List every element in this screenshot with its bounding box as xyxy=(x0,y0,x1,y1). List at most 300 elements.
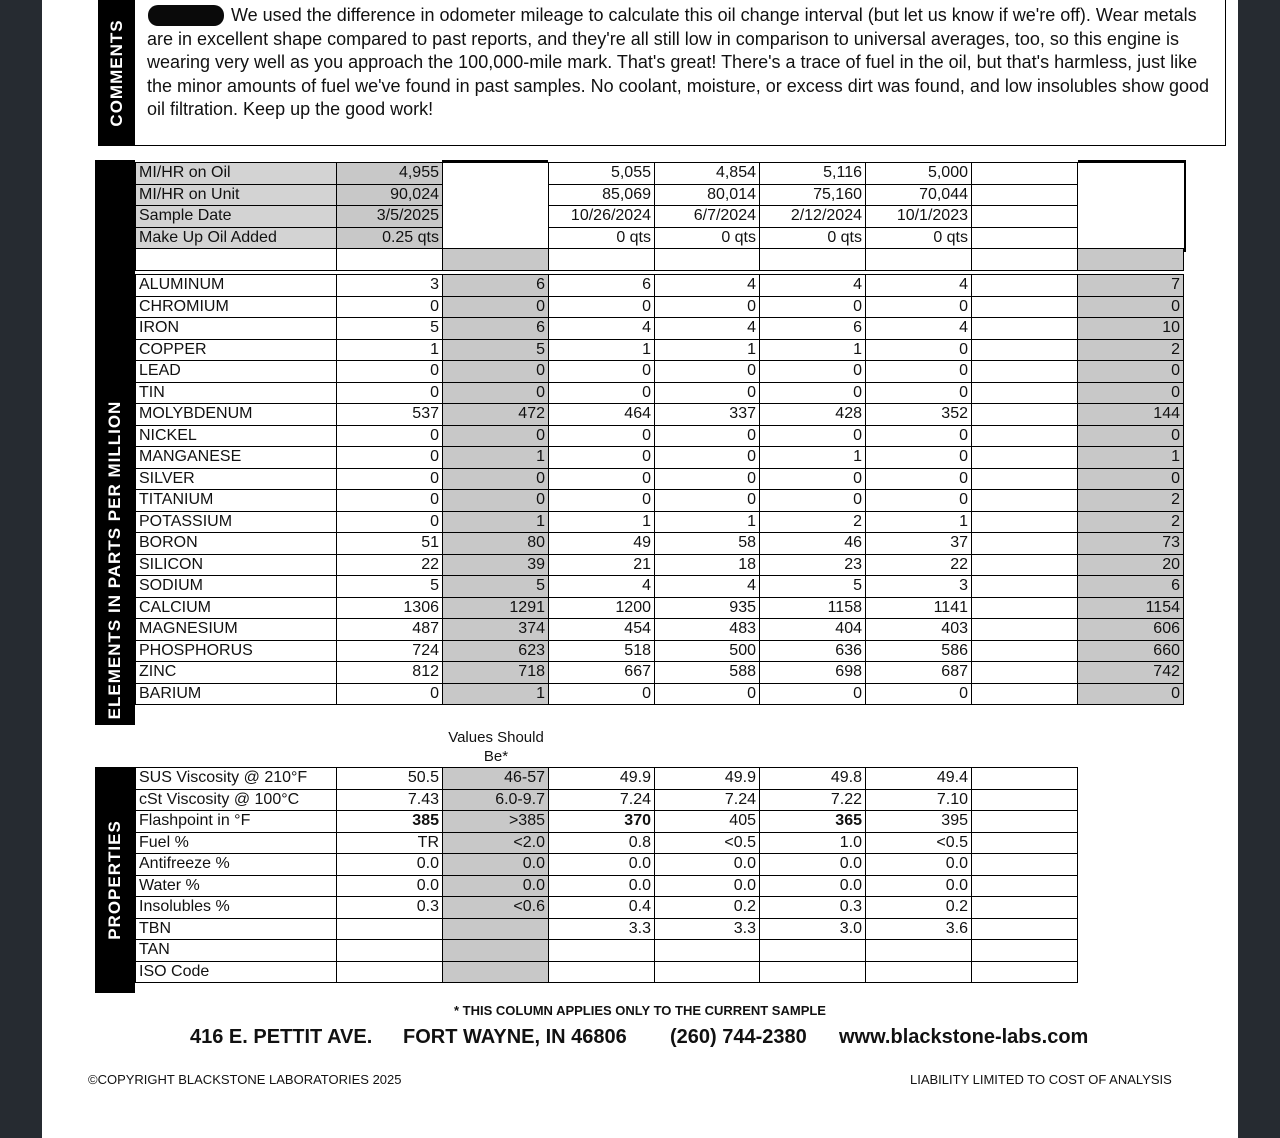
element-name: SODIUM xyxy=(136,576,337,598)
history-value: 395 xyxy=(866,811,972,833)
universal-average-value: 10 xyxy=(1078,318,1184,340)
history-value: 1 xyxy=(760,339,866,361)
history-value: 1158 xyxy=(760,597,866,619)
universal-average-value: 144 xyxy=(1078,404,1184,426)
element-name: NICKEL xyxy=(136,425,337,447)
spacer-cell xyxy=(866,249,972,271)
unit-average-value: 1291 xyxy=(443,597,549,619)
current-value xyxy=(337,918,443,940)
history-value: 0.0 xyxy=(549,875,655,897)
unit-average-value: 6 xyxy=(443,318,549,340)
unit-avg-spacer xyxy=(443,206,549,228)
spacer-row xyxy=(136,249,1184,271)
history-value: 0.0 xyxy=(655,854,760,876)
current-value: 0 xyxy=(337,382,443,404)
current-value: 4,955 xyxy=(337,163,443,185)
element-name: COPPER xyxy=(136,339,337,361)
history-value: 10/26/2024 xyxy=(549,206,655,228)
universal-average-value: 2 xyxy=(1078,339,1184,361)
row-label: Make Up Oil Added xyxy=(136,227,337,249)
history-value: 1141 xyxy=(866,597,972,619)
element-row xyxy=(136,619,1184,641)
history-value: 0 xyxy=(655,490,760,512)
history-value: 49.4 xyxy=(866,768,972,790)
universal-spacer xyxy=(1078,206,1184,228)
history-value: 0 xyxy=(760,296,866,318)
history-value: 0 xyxy=(760,468,866,490)
current-value: 0.25 qts xyxy=(337,227,443,249)
unit-average-value: 80 xyxy=(443,533,549,555)
row-label: Sample Date xyxy=(136,206,337,228)
history-value: 49.9 xyxy=(655,768,760,790)
current-value: 3/5/2025 xyxy=(337,206,443,228)
history-value: 3.0 xyxy=(760,918,866,940)
unit-average-value: 0 xyxy=(443,490,549,512)
universal-average-value: 0 xyxy=(1078,361,1184,383)
history-value: 1 xyxy=(549,339,655,361)
history-value: 0 xyxy=(655,361,760,383)
history-value: 5,116 xyxy=(760,163,866,185)
history-value: 80,014 xyxy=(655,184,760,206)
properties-side-label xyxy=(95,767,135,993)
history-value: 0 xyxy=(866,339,972,361)
history-value: 1200 xyxy=(549,597,655,619)
element-row xyxy=(136,490,1184,512)
history-value: 483 xyxy=(655,619,760,641)
current-value: 487 xyxy=(337,619,443,641)
current-value: 0.3 xyxy=(337,897,443,919)
element-name: MAGNESIUM xyxy=(136,619,337,641)
history-value xyxy=(972,425,1078,447)
element-name: ALUMINUM xyxy=(136,275,337,297)
sample-info-row xyxy=(136,163,1184,185)
universal-average-value: 7 xyxy=(1078,275,1184,297)
unit-avg-spacer xyxy=(443,184,549,206)
element-name: CALCIUM xyxy=(136,597,337,619)
history-value: 0 xyxy=(866,447,972,469)
property-row xyxy=(136,768,1078,790)
history-value: 1 xyxy=(549,511,655,533)
history-value: 7.22 xyxy=(760,789,866,811)
elements-side-label xyxy=(95,160,135,725)
history-value: 0.4 xyxy=(549,897,655,919)
history-value xyxy=(972,206,1078,228)
history-value: 4 xyxy=(866,275,972,297)
history-value: 518 xyxy=(549,640,655,662)
universal-average-value: 0 xyxy=(1078,296,1184,318)
universal-spacer xyxy=(1078,227,1184,249)
history-value xyxy=(972,296,1078,318)
current-value: 385 xyxy=(337,811,443,833)
history-value: 586 xyxy=(866,640,972,662)
unit-average-value: 1 xyxy=(443,683,549,705)
history-value xyxy=(549,961,655,983)
should-be-value xyxy=(443,961,549,983)
universal-spacer xyxy=(1078,163,1184,185)
history-value: 49.8 xyxy=(760,768,866,790)
should-be-value: 0.0 xyxy=(443,854,549,876)
element-name: MANGANESE xyxy=(136,447,337,469)
element-row xyxy=(136,296,1184,318)
unit-average-value: 5 xyxy=(443,576,549,598)
history-value xyxy=(972,854,1078,876)
history-value: 0.0 xyxy=(866,854,972,876)
current-value: 0 xyxy=(337,511,443,533)
history-value: 370 xyxy=(549,811,655,833)
universal-average-value: 1 xyxy=(1078,447,1184,469)
history-value: 49.9 xyxy=(549,768,655,790)
current-value: 812 xyxy=(337,662,443,684)
spacer-cell xyxy=(549,249,655,271)
unit-average-value: 718 xyxy=(443,662,549,684)
history-value: 4,854 xyxy=(655,163,760,185)
history-value: 23 xyxy=(760,554,866,576)
history-value xyxy=(972,619,1078,641)
property-name: cSt Viscosity @ 100°C xyxy=(136,789,337,811)
element-row xyxy=(136,597,1184,619)
should-be-value: >385 xyxy=(443,811,549,833)
property-row xyxy=(136,918,1078,940)
history-value: 6 xyxy=(549,275,655,297)
property-name: Antifreeze % xyxy=(136,854,337,876)
history-value: 0 qts xyxy=(866,227,972,249)
history-value: 0 xyxy=(655,382,760,404)
history-value xyxy=(760,961,866,983)
history-value: 404 xyxy=(760,619,866,641)
element-name: PHOSPHORUS xyxy=(136,640,337,662)
spacer-cell xyxy=(443,249,549,271)
history-value: 0 xyxy=(866,490,972,512)
unit-average-value: 5 xyxy=(443,339,549,361)
history-value: 7.10 xyxy=(866,789,972,811)
history-value: 4 xyxy=(866,318,972,340)
history-value: 0 xyxy=(866,296,972,318)
history-value xyxy=(972,533,1078,555)
history-value xyxy=(972,404,1078,426)
history-value: 3 xyxy=(866,576,972,598)
current-value: 51 xyxy=(337,533,443,555)
history-value: 10/1/2023 xyxy=(866,206,972,228)
history-value: 1 xyxy=(760,447,866,469)
history-value: 0 xyxy=(549,468,655,490)
spacer-cell xyxy=(760,249,866,271)
history-value: 352 xyxy=(866,404,972,426)
universal-average-value: 660 xyxy=(1078,640,1184,662)
spacer-cell xyxy=(337,249,443,271)
history-value: 21 xyxy=(549,554,655,576)
history-value: 4 xyxy=(760,275,866,297)
universal-average-value: 20 xyxy=(1078,554,1184,576)
spacer-cell xyxy=(655,249,760,271)
comment-body: We used the difference in odometer mileage to calculate this oil change interval (but let us know if we're off). Wear metals are in excellent shape compared to past reports, and they're all still low in comparison to universal averages, too, so this engine is wearing very well as you approach the 100,000-mile mark. That's great! There's a trace of fuel in the oil, but that's harmless, just like the minor amounts of fuel we've found in past samples. No coolant, moisture, or excess dirt was found, and low insolubles show good oil filtration. Keep up the good work! xyxy=(147,5,1209,119)
history-value: 0 xyxy=(760,361,866,383)
universal-average-value: 742 xyxy=(1078,662,1184,684)
history-value xyxy=(972,275,1078,297)
history-value: 337 xyxy=(655,404,760,426)
history-value xyxy=(972,597,1078,619)
history-value: <0.5 xyxy=(866,832,972,854)
current-value: 0.0 xyxy=(337,854,443,876)
history-value xyxy=(972,339,1078,361)
elements-label-text: ELEMENTS IN PARTS PER MILLION xyxy=(105,400,124,720)
current-value: 0 xyxy=(337,683,443,705)
current-value: 724 xyxy=(337,640,443,662)
history-value xyxy=(972,490,1078,512)
report-page xyxy=(42,0,1238,1138)
history-value xyxy=(972,640,1078,662)
unit-average-value: 1 xyxy=(443,511,549,533)
current-value: 22 xyxy=(337,554,443,576)
history-value xyxy=(866,940,972,962)
spacer-cell xyxy=(136,249,337,271)
should-be-value: 46-57 xyxy=(443,768,549,790)
unit-average-value: 0 xyxy=(443,468,549,490)
should-be-value xyxy=(443,940,549,962)
element-name: ZINC xyxy=(136,662,337,684)
element-name: IRON xyxy=(136,318,337,340)
universal-average-value: 0 xyxy=(1078,425,1184,447)
website-link[interactable]: www.blackstone-labs.com xyxy=(839,1026,1089,1048)
history-value: <0.5 xyxy=(655,832,760,854)
history-value: 0.0 xyxy=(760,854,866,876)
history-value xyxy=(972,447,1078,469)
element-row xyxy=(136,511,1184,533)
sample-info-table xyxy=(135,162,1184,271)
element-row xyxy=(136,425,1184,447)
current-value: 1 xyxy=(337,339,443,361)
property-row xyxy=(136,832,1078,854)
history-value: 1 xyxy=(655,339,760,361)
history-value xyxy=(972,768,1078,790)
history-value: 0 xyxy=(549,490,655,512)
history-value: 0 xyxy=(760,425,866,447)
current-value xyxy=(337,940,443,962)
history-value: 0.3 xyxy=(760,897,866,919)
history-value xyxy=(972,554,1078,576)
current-value: 537 xyxy=(337,404,443,426)
sample-info-row xyxy=(136,184,1184,206)
history-value: 0.8 xyxy=(549,832,655,854)
current-value: 0 xyxy=(337,361,443,383)
history-value: 6 xyxy=(760,318,866,340)
should-be-value: 6.0-9.7 xyxy=(443,789,549,811)
history-value xyxy=(972,918,1078,940)
history-value xyxy=(972,163,1078,185)
history-value: 4 xyxy=(655,318,760,340)
unit-avg-spacer xyxy=(443,163,549,185)
history-value: 0 qts xyxy=(549,227,655,249)
comment-text xyxy=(147,4,1217,122)
history-value: 1 xyxy=(866,511,972,533)
unit-avg-spacer xyxy=(443,227,549,249)
unit-average-value: 6 xyxy=(443,275,549,297)
history-value: 0 xyxy=(549,296,655,318)
history-value: 58 xyxy=(655,533,760,555)
current-value: 7.43 xyxy=(337,789,443,811)
unit-average-value: 0 xyxy=(443,361,549,383)
element-row xyxy=(136,275,1184,297)
history-value xyxy=(655,961,760,983)
history-value: 3.6 xyxy=(866,918,972,940)
element-name: BORON xyxy=(136,533,337,555)
property-row xyxy=(136,940,1078,962)
sample-info-row xyxy=(136,206,1184,228)
element-row xyxy=(136,533,1184,555)
history-value: 0 xyxy=(655,425,760,447)
history-value: 46 xyxy=(760,533,866,555)
history-value: 0 xyxy=(866,683,972,705)
element-row xyxy=(136,662,1184,684)
history-value: 0 xyxy=(549,425,655,447)
unit-average-value: 623 xyxy=(443,640,549,662)
liability: LIABILITY LIMITED TO COST OF ANALYSIS xyxy=(910,1072,1172,1087)
properties-label-text: PROPERTIES xyxy=(105,820,124,940)
property-row xyxy=(136,811,1078,833)
history-value: 0 xyxy=(866,361,972,383)
history-value: 0 xyxy=(549,447,655,469)
history-value: 4 xyxy=(549,576,655,598)
history-value xyxy=(972,184,1078,206)
history-value: 365 xyxy=(760,811,866,833)
history-value xyxy=(972,511,1078,533)
history-value xyxy=(972,961,1078,983)
property-row xyxy=(136,897,1078,919)
history-value: 18 xyxy=(655,554,760,576)
current-value xyxy=(337,961,443,983)
history-value: 37 xyxy=(866,533,972,555)
element-name: CHROMIUM xyxy=(136,296,337,318)
history-value: 0 xyxy=(549,361,655,383)
history-value xyxy=(866,961,972,983)
history-value: 454 xyxy=(549,619,655,641)
universal-average-value: 0 xyxy=(1078,382,1184,404)
current-value: 0.0 xyxy=(337,875,443,897)
comments-label-text: COMMENTS xyxy=(106,19,126,127)
history-value xyxy=(972,897,1078,919)
should-be-value: 0.0 xyxy=(443,875,549,897)
current-value: 50.5 xyxy=(337,768,443,790)
history-value: 636 xyxy=(760,640,866,662)
history-value xyxy=(655,940,760,962)
history-value: 405 xyxy=(655,811,760,833)
history-value xyxy=(972,832,1078,854)
spacer-cell xyxy=(972,249,1078,271)
element-row xyxy=(136,468,1184,490)
history-value: 0 xyxy=(549,382,655,404)
history-value xyxy=(972,940,1078,962)
history-value: 6/7/2024 xyxy=(655,206,760,228)
copyright: ©COPYRIGHT BLACKSTONE LABORATORIES 2025 xyxy=(88,1072,402,1087)
property-row xyxy=(136,961,1078,983)
universal-spacer xyxy=(1078,184,1184,206)
property-name: SUS Viscosity @ 210°F xyxy=(136,768,337,790)
history-value: 22 xyxy=(866,554,972,576)
history-value xyxy=(972,875,1078,897)
history-value: 4 xyxy=(655,275,760,297)
history-value: 0.2 xyxy=(655,897,760,919)
unit-average-value: 472 xyxy=(443,404,549,426)
footnote: * THIS COLUMN APPLIES ONLY TO THE CURRENT SAMPLE xyxy=(454,1003,826,1018)
history-value: 1 xyxy=(655,511,760,533)
element-name: TITANIUM xyxy=(136,490,337,512)
history-value: 49 xyxy=(549,533,655,555)
history-value: 85,069 xyxy=(549,184,655,206)
history-value: 5 xyxy=(760,576,866,598)
history-value: 0 xyxy=(866,425,972,447)
current-value: TR xyxy=(337,832,443,854)
history-value xyxy=(972,683,1078,705)
current-value: 0 xyxy=(337,490,443,512)
universal-average-value: 0 xyxy=(1078,468,1184,490)
unit-average-value: 0 xyxy=(443,296,549,318)
unit-average-value: 0 xyxy=(443,382,549,404)
current-value: 0 xyxy=(337,425,443,447)
history-value: 7.24 xyxy=(655,789,760,811)
row-label: MI/HR on Unit xyxy=(136,184,337,206)
history-value xyxy=(972,662,1078,684)
history-value xyxy=(972,227,1078,249)
history-value: 1.0 xyxy=(760,832,866,854)
history-value xyxy=(972,789,1078,811)
property-name: Flashpoint in °F xyxy=(136,811,337,833)
universal-average-value: 1154 xyxy=(1078,597,1184,619)
element-name: SILICON xyxy=(136,554,337,576)
history-value: 667 xyxy=(549,662,655,684)
element-row xyxy=(136,683,1184,705)
unit-average-value: 1 xyxy=(443,447,549,469)
history-value: 403 xyxy=(866,619,972,641)
address-street: 416 E. PETTIT AVE. xyxy=(190,1026,373,1048)
history-value: 0 xyxy=(760,490,866,512)
history-value: 500 xyxy=(655,640,760,662)
history-value: 0 xyxy=(655,683,760,705)
history-value xyxy=(760,940,866,962)
properties-table xyxy=(135,767,1078,983)
element-row xyxy=(136,382,1184,404)
element-row xyxy=(136,361,1184,383)
element-row xyxy=(136,554,1184,576)
unit-average-value: 0 xyxy=(443,425,549,447)
property-name: Insolubles % xyxy=(136,897,337,919)
history-value: 75,160 xyxy=(760,184,866,206)
current-value: 3 xyxy=(337,275,443,297)
history-value: 0.0 xyxy=(549,854,655,876)
values-should-be-note: Values Should Be* xyxy=(448,729,544,765)
history-value: 0 xyxy=(760,382,866,404)
history-value: 70,044 xyxy=(866,184,972,206)
history-value: 7.24 xyxy=(549,789,655,811)
history-value xyxy=(972,576,1078,598)
history-value xyxy=(972,361,1078,383)
element-name: LEAD xyxy=(136,361,337,383)
element-row xyxy=(136,318,1184,340)
current-value: 5 xyxy=(337,318,443,340)
history-value: 0 xyxy=(655,447,760,469)
history-value: 0 xyxy=(866,382,972,404)
should-be-value: <2.0 xyxy=(443,832,549,854)
history-value: 0.0 xyxy=(760,875,866,897)
should-be-value: <0.6 xyxy=(443,897,549,919)
address-phone: (260) 744-2380 xyxy=(670,1026,807,1048)
property-row xyxy=(136,789,1078,811)
element-row xyxy=(136,447,1184,469)
unit-average-value: 39 xyxy=(443,554,549,576)
universal-average-value: 606 xyxy=(1078,619,1184,641)
history-value: 0 xyxy=(866,468,972,490)
history-value: 4 xyxy=(549,318,655,340)
history-value: 0 qts xyxy=(760,227,866,249)
property-name: Fuel % xyxy=(136,832,337,854)
